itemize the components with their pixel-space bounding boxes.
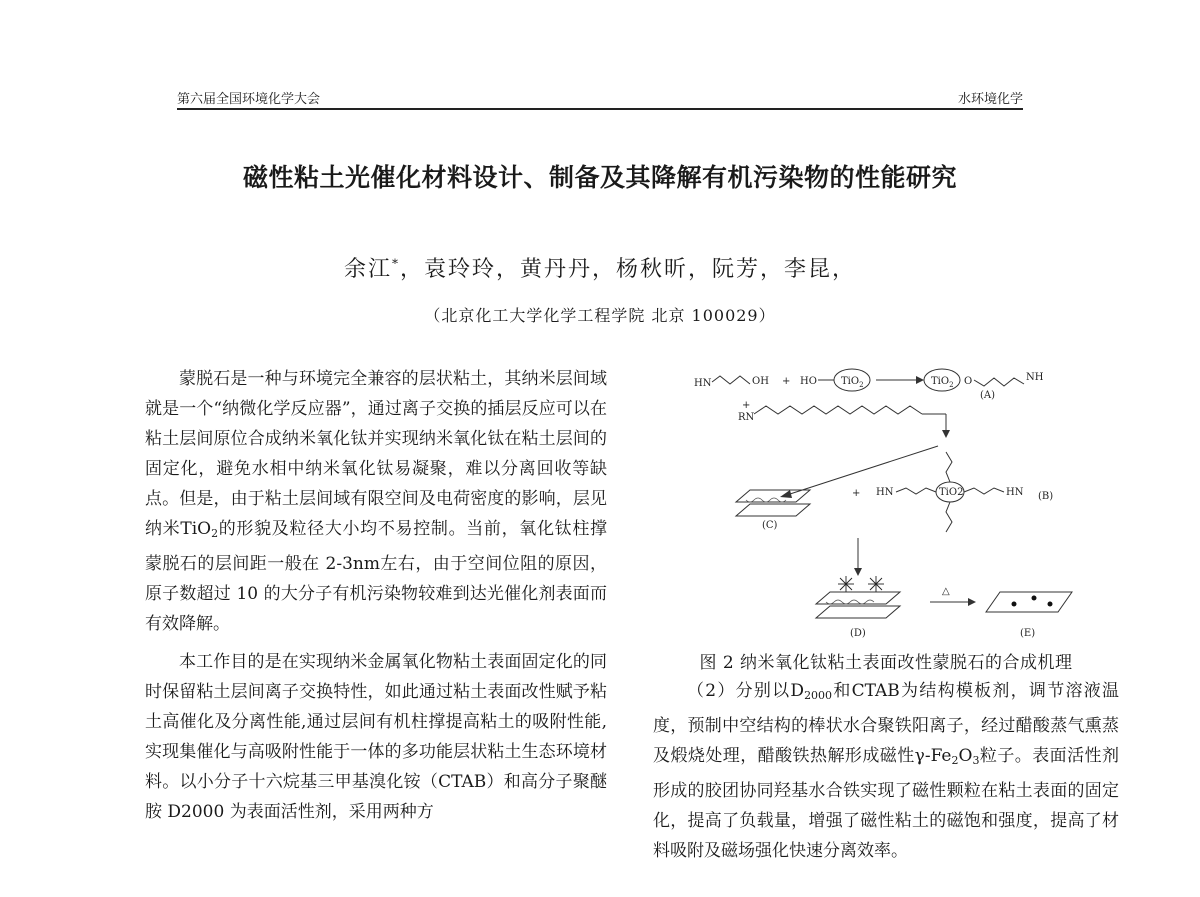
figure-caption: 图 2 纳米氧化钛粘土表面改性蒙脱石的合成机理 [699,653,1073,673]
arrow-down-1-head [942,430,950,438]
arrow-calcine-head [968,598,976,606]
paragraph-intro [145,364,607,639]
subscript-fe: 2 [951,754,959,767]
label-hn-right: HN [1006,487,1024,498]
clay-layer-d-bottom [816,606,900,618]
label-nh: NH [1026,372,1044,383]
right-column [653,676,1119,866]
label-e: (E) [1020,628,1036,639]
method-text-c: O [958,746,973,766]
method-text-a: （2）分别以D [687,681,805,701]
chain-b-top [946,452,952,482]
arrow-a-head [916,376,924,384]
star-particle-2 [868,576,884,592]
star-particle-1 [838,576,854,592]
alkyl-chain-a [712,376,750,384]
label-delta: △ [942,586,950,597]
label-plus-a: + [782,376,791,387]
header-section: 水环境化学 [957,92,1023,107]
figure-synthesis-mechanism [680,366,1100,641]
subscript: 2 [211,527,219,540]
intercalant-d [826,600,874,604]
label-b: (B) [1038,491,1054,502]
arrow-down-2-head [854,568,862,576]
label-oh: OH [752,376,769,387]
chain-b-right [964,488,1004,494]
ctab-chain [754,406,922,414]
paragraph-method-2 [653,676,1119,866]
mechanism-diagram [680,366,1100,641]
chain-b-bottom [946,502,952,532]
label-hn: HN [694,378,712,389]
label-c: (C) [762,520,778,531]
arrow-diagonal-head [780,490,792,498]
running-header [177,88,1023,108]
author-list [150,252,1050,283]
paragraph-intro-text-cont: 的形貌及粒径大小均不易控制。当前，氧化钛柱撑蒙脱石的层间距一般在 2-3nm左右，由于空间位阻的原因，原子数超过 10 的大分子有机污染物较难到达光催化剂表面而有效降解。 [145,519,608,634]
method-text-b: 和CTAB为结构模板剂，调节溶液温度，预制中空结构的棒状水合聚铁阳离子，经过醋酸蒸气熏蒸及煅烧处理，醋酸铁热解形成磁性γ-Fe [653,681,1119,766]
label-d: (D) [850,628,866,639]
label-tio2-product: TiO$_2$ [931,376,954,389]
subscript-2000: 2000 [804,689,833,702]
particle-e-1 [1012,602,1017,607]
left-column [145,364,607,827]
paragraph-intro-text: 蒙脱石是一种与环境完全兼容的层状粘土，其纳米层间域就是一个“纳微化学反应器”，通过离子交换的插层反应可以在粘土层间原位合成纳米氧化钛并实现纳米氧化钛在粘土层间的固定化，避免水相中纳米氧化钛易凝聚，难以分离回收等缺点。但是，由于粘土层间域有限空间及电荷密度的影响，层见纳米TiO [145,369,607,539]
method-text-d: 粒子。表面活性剂形成的胶团协同羟基水合铁实现了磁性颗粒在粘土表面的固定化，提高了负载量，增强了磁性粘土的磁饱和强度，提高了材料吸附及磁场强化快速分离效率。 [653,746,1119,861]
other-authors: ，袁玲玲，黄丹丹，杨秋昕，阮芳，李昆， [400,257,857,282]
intercalant-c [746,498,786,502]
paragraph-objective: 本工作目的是在实现纳米金属氧化物粘土表面固定化的同时保留粘土层间离子交换特性，如此通过粘土表面改性赋予粘土高催化及分离性能,通过层间有机柱撑提高粘土的吸附性能,实现集催化与高吸附性能于一体的多功能层状粘土生态环境材料。以小分子十六烷基三甲基溴化铵（CTAB）和高分子聚醚胺 D2000 为表面活性剂，采用两种方 [145,652,607,822]
clay-layer-c-top [736,490,810,502]
label-hn-left: HN [876,487,894,498]
subscript-o: 3 [972,754,980,767]
paper-title: 磁性粘土光催化材料设计、制备及其降解有机污染物的性能研究 [242,163,957,192]
label-tio2-b: TiO2 [939,487,964,498]
label-tio2-a: TiO$_2$ [841,376,864,389]
label-ho: HO [800,376,817,387]
particle-e-2 [1032,596,1037,601]
clay-layer-e [986,592,1072,612]
header-conference: 第六届全国环境化学大会 [177,92,321,107]
chain-b-left [896,488,936,494]
arrow-diagonal [790,446,938,494]
affiliation: （北京化工大学化学工程学院 北京 100029） [424,306,776,325]
clay-layer-c-bottom [736,504,810,516]
corresponding-mark: * [392,256,400,271]
header-rule [177,108,1023,110]
label-o: O [964,376,973,387]
label-plus-b: + [852,488,861,499]
particle-e-3 [1048,602,1053,607]
first-author: 余江 [343,257,392,282]
label-rn: RN [738,412,755,423]
label-rn-plus: + [742,400,751,411]
alkyl-chain-product [974,378,1024,386]
label-a: (A) [980,390,996,401]
